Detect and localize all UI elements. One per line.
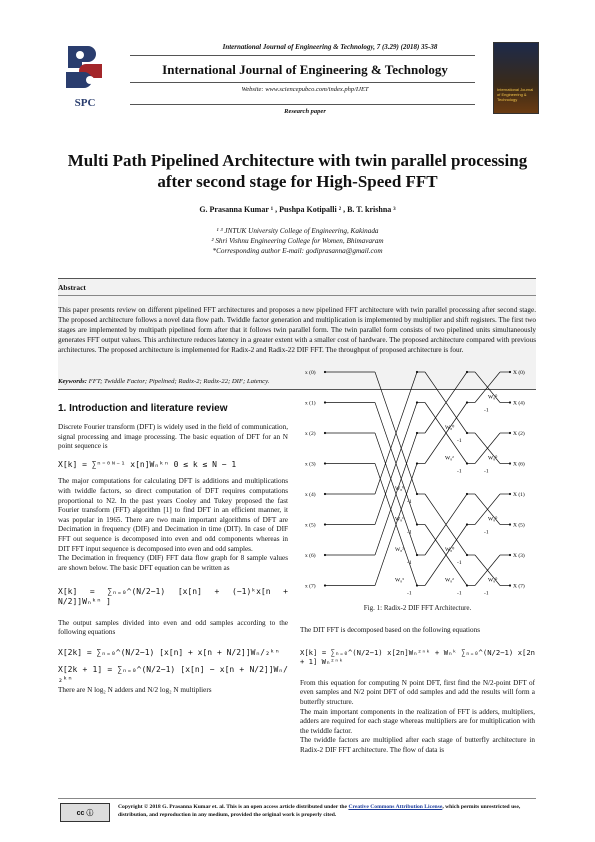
affiliations bbox=[60, 226, 535, 256]
cc-license-badge[interactable]: cc ⓘ bbox=[60, 803, 110, 822]
abstract-heading: Abstract bbox=[58, 283, 86, 292]
header-rule-mid bbox=[130, 82, 475, 83]
minus-one-label: -1 bbox=[407, 529, 412, 536]
twiddle-label: W₈⁰ bbox=[488, 394, 498, 401]
paragraph: The twiddle factors are multiplied after each stage of butterfly architecture in Radix-2 DIF FFT architecture. The flow of data is bbox=[300, 736, 535, 754]
equation-dit: X[k] = ∑ₙ₌₀^(N/2−1) x[2n]Wₙ²ⁿᵏ + Wₙᵏ ∑ₙ₌₀^(N/2−1) x[2n + 1] Wₙ²ⁿᵏ bbox=[300, 647, 535, 667]
paragraph: The output samples divided into even and odd samples according to the following equations bbox=[58, 618, 288, 637]
input-label: x (2) bbox=[305, 431, 316, 437]
abstract-text: This paper presents review on different pipelined FFT architectures and proposes a new pipelined FFT architecture with twin parallel processing after second stage. The proposed architecture follows a novel data flow path. Twiddle factor generation and multiplication is implemented by multiplier and shift registers. The first two stages are implemented by multipath pipelined form after that it follows twin parallel form. The twin parallel form consists of two pipelined units simultaneously generates FFT output values. This architecture reduces latency in a greater extent with a smaller cost of hardware. The proposed architecture compared with previous architectures. The proposed architecture is implemented for Radix-2 and Radix-22 DIF FFT. The throughput of proposed architecture is four. bbox=[58, 306, 536, 354]
output-label: X (3) bbox=[513, 553, 525, 559]
paragraph: Discrete Fourier transform (DFT) is widely used in the field of communication, signal processing and image processing. The basic equation of DFT for an N point sequence is bbox=[58, 423, 288, 451]
paper-title: Multi Path Pipelined Architecture with twin parallel processing after second stage for High-Speed FFT bbox=[67, 151, 528, 191]
input-label: x (5) bbox=[305, 522, 316, 529]
minus-one-label: -1 bbox=[457, 468, 462, 475]
paragraph: The main important components in the realization of FFT is adders, multipliers, adders are required for each stage whereas multipliers are for multiplication with the twiddle factor. bbox=[300, 707, 535, 735]
fft-butterfly-diagram bbox=[305, 362, 535, 602]
copyright-notice bbox=[118, 803, 536, 819]
node-dot bbox=[416, 462, 418, 464]
node-dot bbox=[509, 432, 511, 434]
node-dot bbox=[324, 554, 326, 556]
license-link[interactable]: Creative Commons Attribution License bbox=[348, 804, 443, 810]
node-dot bbox=[416, 401, 418, 403]
output-label: X (2) bbox=[513, 431, 525, 437]
equation-odd: X[2k + 1] = ∑ₙ₌₀^(N/2−1) [x[n] − x[n + N/2]]Wₙ/₂ᵏⁿ bbox=[58, 665, 288, 684]
logo-text: SPC bbox=[74, 97, 96, 109]
output-label: X (6) bbox=[513, 461, 525, 468]
twiddle-label: W₈⁰ bbox=[395, 486, 405, 492]
twiddle-label: W₈³ bbox=[395, 577, 404, 584]
twiddle-label: W₈⁰ bbox=[488, 455, 498, 462]
input-label: x (6) bbox=[305, 553, 316, 559]
paper-authors: G. Prasanna Kumar ¹ , Pushpa Kotipalli ² , B. T. krishna ³ bbox=[199, 205, 396, 214]
abstract-rule bbox=[58, 295, 536, 296]
node-dot bbox=[324, 584, 326, 586]
copyright-text-rest: , which permits unrestricted use, distribution, and reproduction in any medium, provided the original work is properly cited. bbox=[118, 804, 521, 818]
node-dot bbox=[416, 371, 418, 373]
equation-dif: X[k] = ∑ₙ₌₀^(N/2−1) [x[n] + (−1)ᵏx[n + N/2]]Wₙᵏⁿ ] bbox=[58, 587, 288, 606]
equation-even: X[2k] = ∑ₙ₌₀^(N/2−1) [x[n] + x[n + N/2]]Wₙ/₂ᵏⁿ bbox=[58, 647, 280, 657]
twiddle-label: W₈² bbox=[445, 455, 454, 462]
node-dot bbox=[466, 432, 468, 434]
input-label: x (7) bbox=[305, 583, 316, 590]
section-heading: 1. Introduction and literature review bbox=[58, 403, 228, 414]
header-rule-top bbox=[130, 55, 475, 56]
twiddle-label: W₈⁰ bbox=[488, 516, 498, 523]
node-dot bbox=[324, 371, 326, 373]
node-dot bbox=[466, 584, 468, 586]
node-dot bbox=[509, 584, 511, 586]
minus-one-label: -1 bbox=[407, 499, 412, 505]
cover-text: International Journal of Engineering & Technology bbox=[497, 87, 534, 102]
equation-dft: X[k] = ∑ⁿ⁼⁰ᴺ⁻¹ x[n]Wₙᵏⁿ 0 ≤ k ≤ N − 1 bbox=[58, 459, 237, 469]
node-dot bbox=[324, 401, 326, 403]
journal-title: International Journal of Engineering & Technology bbox=[162, 62, 448, 77]
twiddle-label: W₈¹ bbox=[395, 516, 404, 523]
minus-one-label: -1 bbox=[457, 438, 462, 444]
node-dot bbox=[416, 584, 418, 586]
node-dot bbox=[466, 554, 468, 556]
node-dot bbox=[509, 462, 511, 464]
twiddle-label: W₈⁰ bbox=[445, 547, 455, 553]
affiliation-1: ¹ ³ JNTUK University College of Engineering, Kakinada bbox=[216, 227, 379, 235]
output-label: X (1) bbox=[513, 492, 525, 498]
node-dot bbox=[509, 554, 511, 556]
node-dot bbox=[416, 432, 418, 434]
output-label: X (7) bbox=[513, 583, 525, 590]
minus-one-label: -1 bbox=[457, 590, 462, 597]
minus-one-label: -1 bbox=[407, 560, 412, 566]
node-dot bbox=[324, 493, 326, 495]
node-dot bbox=[416, 554, 418, 556]
input-label: x (4) bbox=[305, 492, 316, 498]
input-label: x (3) bbox=[305, 461, 316, 468]
copyright-text: Copyright © 2018 G. Prasanna Kumar et. al. This is an open access article distributed under the bbox=[118, 804, 349, 810]
keywords-label: Keywords: bbox=[58, 378, 87, 385]
node-dot bbox=[416, 493, 418, 495]
output-label: X (4) bbox=[513, 400, 525, 407]
journal-citation: International Journal of Engineering & Technology, 7 (3.29) (2018) 35-38 bbox=[222, 43, 438, 51]
twiddle-label: W₈⁰ bbox=[488, 577, 498, 584]
node-dot bbox=[324, 432, 326, 434]
minus-one-label: -1 bbox=[484, 407, 489, 414]
keywords-text: FFT; Twiddle Factor; Pipelined; Radix-2; Radix-22; DIF; Latency. bbox=[88, 378, 270, 385]
node-dot bbox=[509, 371, 511, 373]
node-dot bbox=[466, 523, 468, 525]
affiliation-2: ² Shri Vishnu Engineering College for Women, Bhimavaram bbox=[211, 237, 384, 245]
minus-one-label: -1 bbox=[484, 529, 489, 536]
journal-website[interactable]: Website: www.sciencepubco.com/index.php/IJET bbox=[241, 86, 369, 93]
node-dot bbox=[416, 523, 418, 525]
corresponding-author: *Corresponding author E-mail: godiprasanna@gmail.com bbox=[212, 247, 383, 255]
minus-one-label: -1 bbox=[484, 468, 489, 475]
header-rule-bottom bbox=[130, 104, 475, 105]
minus-one-label: -1 bbox=[457, 560, 462, 566]
footer-rule bbox=[58, 798, 536, 799]
input-label: x (0) bbox=[305, 370, 316, 376]
paragraph: There are N log₂ N adders and N/2 log₂ N multipliers bbox=[58, 686, 212, 695]
output-label: X (5) bbox=[513, 522, 525, 529]
node-dot bbox=[509, 493, 511, 495]
left-column bbox=[58, 423, 288, 696]
paragraph: The Decimation in frequency (DIF) FFT data flow graph for 8 sample values are shown below. The basic DFT equation can be written as bbox=[58, 554, 288, 572]
journal-cover-image bbox=[493, 42, 539, 114]
node-dot bbox=[509, 401, 511, 403]
twiddle-label: W₈⁰ bbox=[445, 425, 455, 431]
node-dot bbox=[509, 523, 511, 525]
node-dot bbox=[466, 401, 468, 403]
node-dot bbox=[324, 523, 326, 525]
publisher-logo bbox=[60, 42, 110, 110]
figure-caption: Fig. 1: Radix-2 DIF FFT Architecture. bbox=[363, 604, 472, 612]
minus-one-label: -1 bbox=[407, 590, 412, 597]
input-label: x (1) bbox=[305, 400, 316, 407]
output-label: X (0) bbox=[513, 370, 525, 376]
node-dot bbox=[466, 371, 468, 373]
minus-one-label: -1 bbox=[484, 590, 489, 597]
paragraph: The major computations for calculating DFT is additions and multiplications with twiddle factors, so direct computation of DFT requires computations proportional to N2. In the past years Cooley and Tukey proposed the fast Fourier transform (FFT) algorithm [1] to find DFT in an efficient manner, it was popular in 1965. There are two main important algorithms of DFT are Decimation in frequency (DIF) and Decimation in time (DIT). In case of DIF FFT out sequence is decomposed into even and odd components whereas in DIT FFT input sequence is decomposed into even and odd samples. bbox=[58, 477, 288, 553]
paper-type: Research paper bbox=[284, 108, 326, 115]
node-dot bbox=[466, 462, 468, 464]
paragraph: From this equation for computing N point DFT, first find the N/2-point DFT of even samples and N/2 point DFT of odd samples and add the results will form a butterfly structure. bbox=[300, 678, 535, 706]
node-dot bbox=[466, 493, 468, 495]
twiddle-label: W₈² bbox=[395, 547, 404, 553]
twiddle-label: W₈² bbox=[445, 577, 454, 584]
paragraph: The DIT FFT is decomposed based on the following equations bbox=[300, 626, 480, 634]
right-column bbox=[300, 626, 535, 756]
node-dot bbox=[324, 462, 326, 464]
